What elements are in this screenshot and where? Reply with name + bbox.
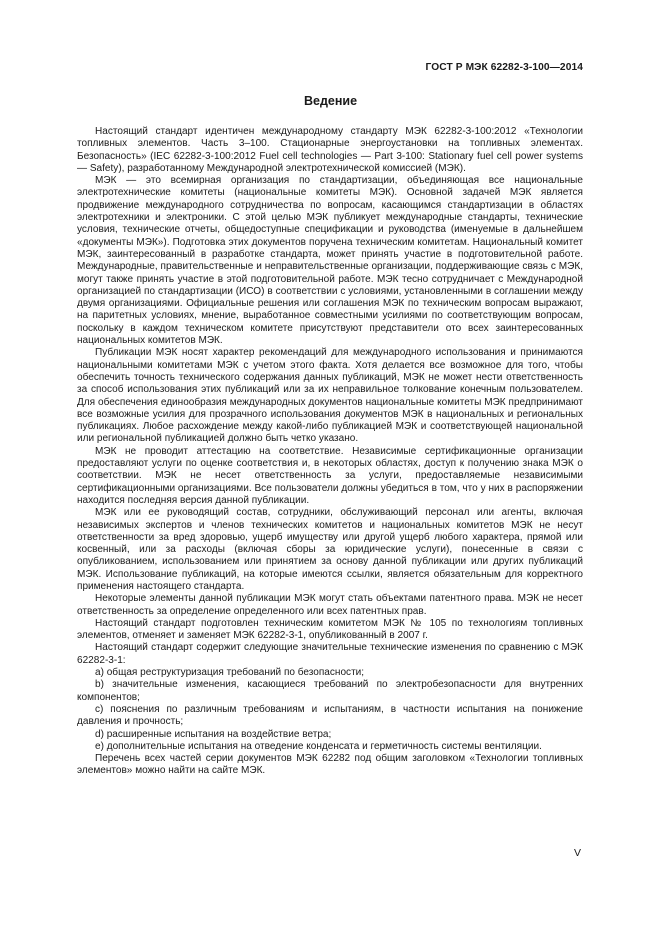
document-body: [77, 126, 583, 778]
paragraph: МЭК или ее руководящий состав, сотрудники, обслуживающий персонал или агенты, включая независимых экспертов и членов технических комитетов и национальных комитетов МЭК не несут ответственности за вред здоровью, ущерб имуществу или другой ущерб любого характера, прямой или косвенный, или за расходы (включая сборы за юридические услуги), понесенные в связи с опубликованием, использованием или принятием за основу данной публикации или других публикаций МЭК. Использование публикаций, на которые имеются ссылки, является обязательным для корректного применения настоящего стандарта.: [77, 507, 583, 592]
closing-paragraph: Перечень всех частей серии документов МЭК 62282 под общим заголовком «Технологии топливных элементов» можно найти на сайте МЭК.: [77, 753, 583, 777]
paragraph: Некоторые элементы данной публикации МЭК могут стать объектами патентного права. МЭК не несет ответственность за определение определенного или всех патентных прав.: [77, 593, 583, 617]
change-list-item: a) общая реструктуризация требований по безопасности;: [95, 667, 365, 679]
change-list-item: e) дополнительные испытания на отведение конденсата и герметичность системы вентиляции.: [95, 740, 542, 752]
paragraph: Настоящий стандарт идентичен международному стандарту МЭК 62282-3-100:2012 «Технологии топливных элементов. Часть 3–100. Стационарные энергоустановки на топливных элементах. Безопасность» (IEC 62282-3-100:2012 Fuel cell technologies — Part 3-100: Stationary fuel cell power systems — Safety), разработанному Международной электротехнической комиссией (МЭК).: [77, 126, 583, 174]
paragraph: Настоящий стандарт подготовлен техническим комитетом МЭК № 105 по технологиям топливных элементов, отменяет и заменяет МЭК 62282-3-1, опубликованный в 2007 г.: [77, 617, 583, 642]
change-list-item: d) расширенные испытания на воздействие ветра;: [95, 728, 332, 740]
document-code: ГОСТ Р МЭК 62282-3-100—2014: [425, 62, 583, 73]
page-title: Ведение: [303, 94, 358, 108]
paragraph: МЭК — это всемирная организация по стандартизации, объединяющая все национальные электротехнические комитеты (национальные комитеты МЭК). Основной задачей МЭК является продвижение международного сотрудничества по вопросам, касающимся стандартизации в областях электротехники и электроники. С этой целью МЭК публикует международные стандарты, технические условия, технические отчеты, общедоступные спецификации и руководства (именуемые в дальнейшем «документы МЭК»). Подготовка этих документов поручена техническим комитетам. Национальный комитет МЭК, заинтересованный в разработке стандарта, может принять участие в подготовительной работе. Международные, правительственные и неправительственные организации, поддерживающие связь с МЭК, могут также принять участие в этой подготовительной работе. МЭК тесно сотрудничает с Международной организацией по стандартизации (ИСО) в соответствии с условиями, установленными в соглашении между двумя организациями. Официальные решения или соглашения МЭК по техническим вопросам выражают, на паритетных условиях, мнение, выработанное совместными усилиями по соответствующим вопросам, поскольку в каждом техническом комитете присутствуют представители ото всех заинтересованных национальных комитетов МЭК.: [77, 175, 583, 347]
change-list-item: c) пояснения по различным требованиям и испытаниям, в частности испытания на понижение давления и прочность;: [77, 703, 583, 728]
page-number: V: [573, 847, 581, 859]
paragraph: Публикации МЭК носят характер рекомендаций для международного использования и принимаются национальными комитетами МЭК с учетом этого факта. Хотя делается все возможное для того, чтобы обеспечить точность технического содержания данных публикаций, МЭК не может нести ответственность за способ использования этих публикаций или за их неправильное толкование конечным пользователем. Для обеспечения единообразия международных документов национальные комитеты МЭК предпринимают все возможные усилия для прозрачного использования документов МЭК в национальных и региональных публикациях. Любое расхождение между какой-либо публикацией МЭК и соответствующей национальной или региональной публикацией должно быть четко указано.: [77, 347, 583, 445]
change-list-item: b) значительные изменения, касающиеся требований по электробезопасности для внутренних компонентов;: [77, 679, 583, 703]
paragraph: МЭК не проводит аттестацию на соответствие. Независимые сертификационные организации предоставляют услуги по оценке соответствия и, в некоторых областях, доступ к получению знака МЭК о соответствии. МЭК не несет ответственность за услуги, предоставляемые независимыми сертификационными организациями. Все пользователи должны убедиться в том, что у них в распоряжении находится последняя версия данной публикации.: [77, 445, 583, 506]
paragraph: Настоящий стандарт содержит следующие значительные технические изменения по сравнению с МЭК 62282-3-1:: [77, 642, 583, 666]
